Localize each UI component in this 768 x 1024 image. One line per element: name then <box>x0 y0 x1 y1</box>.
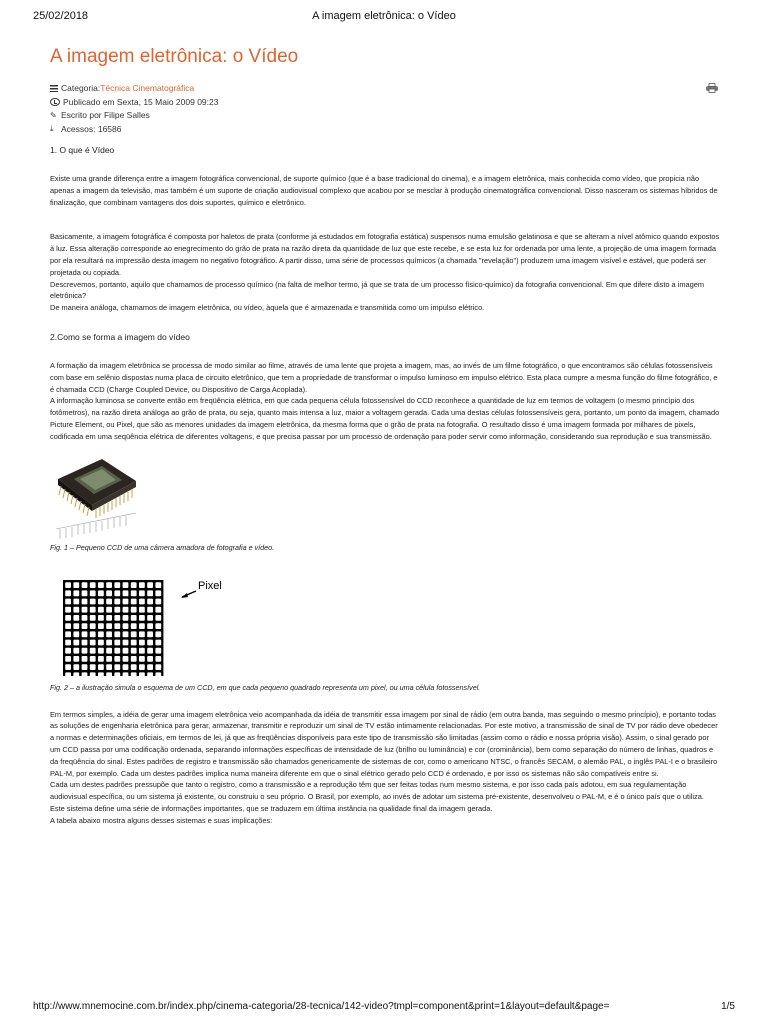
paragraph-2a: Basicamente, a imagem fotográfica é composta por haletos de prata (conforme já estudados em fotografia estática) suspensos numa emulsão gelatinosa e que se alteram a nível atômico quando expostos à luz. Essa alteração corresponde ao enegrecimento do grão de prata na razão direta da quantidade de luz que este recebe, e se esta luz for ordenada por uma lente, a projeção de uma imagem formada por ela resultará na impressão desta imagem no negativo fotográfico. A partir disso, uma série de processos químicos (a chamada "revelação") produzem uma imagem visível e estável, que poderá ser projetada ou copiada. <box>50 232 720 277</box>
pixel-grid-figure <box>63 580 263 676</box>
print-footer <box>33 1001 735 1015</box>
section-heading-1: 1. O que é Vídeo <box>50 145 115 155</box>
download-icon: ⤓ <box>50 124 54 134</box>
figure-1-caption: Fig. 1 – Pequeno CCD de uma câmera amadora de fotografia e vídeo. <box>50 542 275 552</box>
paragraph-3b: A informação luminosa se converte então em freqüência elétrica, em que cada pequena célula fotossensível do CCD reconhece a quantidade de luz em termos de voltagem (o mesmo princípio dos fotômetros), na razão direta análoga ao grão de prata, ou seja, quanto mais intensa a luz, maior a voltagem gerada. Cada uma destas células fotossensíveis gera, portanto, um ponto da imagem, chamado Picture Element, ou Pixel, que são as menores unidades da imagem eletrônica, da mesma forma que o grão de prata na fotografia. O resultado disso é uma imagem formada por milhares de pixels, codificada em uma seqüência elétrica de diferentes voltagens, e que precisa passar por um processo de ordenação para poder servir como informação, considerando sua reprodução e sua transmissão. <box>50 396 720 441</box>
printer-icon[interactable] <box>706 83 718 93</box>
paragraph-6: A tabela abaixo mostra alguns desses sistemas e suas implicações: <box>50 815 273 825</box>
meta-category <box>50 82 720 96</box>
category-icon <box>50 85 58 92</box>
paragraph-4: Em termos simples, a idéia de gerar uma imagem eletrônica veio acompanhada da idéia de transmitir essa imagem por sinal de rádio (em outra banda, mas seguindo o mesmo princípio), e portanto todas as soluções de engenharia eletrônica para gerar, armazenar, transmitir e reproduzir um sinal de TV estão intimamente relacionadas. Por este motivo, a transmissão de sinal de TV por rádio deve obedecer a normas e determinações oficiais, em termos de lei, já que as freqüências disponíveis para este tipo de transmissão são limitadas (assim como o rádio e nossa própria visão). Assim, o sinal gerado por um CCD passa por uma codificação ordenada, separando informações específicas de intensidade de luz (brilho ou luminância) e cor (crominância), bem como separação do número de linhas, quadros e da freqüência do sinal. Estes padrões de registro e transmissão são chamados genericamente de sistemas de cor, como o americano NTSC, o francês SECAM, o alemão PAL, o inglês PAL-I e o brasileiro PAL-M, por exemplo. Cada um destes padrões implica numa maneira diferente em que o sinal elétrico gerado pelo CCD é ordenado, e por isso os sistemas não são compatíveis entre si. <box>50 709 718 778</box>
meta-hits <box>50 123 720 137</box>
article <box>50 45 720 827</box>
paragraph-2b: Descrevemos, portanto, aquilo que chamamos de processo químico (na falta de melhor termo, já que se trata de um processo físico-químico) da fotografia convencional. Em que difere disto a imagem eletrônica? <box>50 279 704 301</box>
section-heading-2: 2.Como se forma a imagem do vídeo <box>50 331 190 342</box>
author: Escrito por Filipe Salles <box>61 110 150 120</box>
paragraph-3a: A formação da imagem eletrônica se processa de modo similar ao filme, através de uma lente que projeta a imagem, mas, ao invés de um filme fotográfico, o que encontramos são células fotossensíveis com base em selênio dispostas numa placa de circuito eletrônico, que tem a propriedade de transformar o impulso luminoso em impulso elétrico. Esta placa cumpre a mesma função do filme fotográfico, e é chamada CCD (Charge Coupled Device, ou Dispositivo de Carga Acoplada). <box>50 360 718 394</box>
category-link[interactable]: Técnica Cinematográfica <box>100 83 195 93</box>
meta-author <box>50 109 720 123</box>
pencil-icon: ✎ <box>50 110 57 120</box>
page-number: 1/5 <box>721 1001 735 1012</box>
print-date: 25/02/2018 <box>33 10 89 22</box>
print-header <box>33 10 735 24</box>
hits: Acessos: 16586 <box>61 123 122 134</box>
paragraph-2c: De maneira análoga, chamamos de imagem eletrônica, ou vídeo, àquela que é armazenada e transmitida como um impulso elétrico. <box>50 303 485 313</box>
category-label: Categoria: <box>61 83 101 93</box>
ccd-chip-image <box>50 453 138 543</box>
article-title: A imagem eletrônica: o Vídeo <box>50 46 299 67</box>
page-url: http://www.mnemocine.com.br/index.php/cinema-categoria/28-tecnica/142-video?tmpl=component&print=1&layout=default&page= <box>33 1001 610 1012</box>
paragraph-1: Existe uma grande diferença entre a imagem fotográfica convencional, de suporte químico (que é a base tradicional do cinema), e a imagem eletrônica, mais conhecida como vídeo, que propicia não apenas a imagem da televisão, mas também é um suporte de criação audiovisual complexo que acabou por se mesclar à produção cinematográfica convencional. Disso nasceram os sistemas híbridos de finalização, que combinam vantagens dos dois suportes, químico e eletrônico. <box>50 174 718 207</box>
figure-2-caption: Fig. 2 – a ilustração simula o esquema de um CCD, em que cada pequeno quadrado representa um pixel, ou uma célula fotossensível. <box>50 682 481 692</box>
article-meta <box>50 82 720 136</box>
paragraph-5: Cada um destes padrões pressupõe que tanto o registro, como a transmissão e a reprodução têm que ser feitas todas num mesmo sistema, e por isso cada país adotou, em sua regulamentação audiovisual específica, ou um sistema já existente, ou construiu o seu próprio. O Brasil, por exemplo, ao invés de adotar um sistema pré-existente, desenvolveu o PAL-M, e é o único país que o utiliza. Este sistema define uma série de informações importantes, que se traduzem em última instância na qualidade final da imagem gerada. <box>50 780 704 813</box>
print-title: A imagem eletrônica: o Vídeo <box>312 10 456 22</box>
published-date: Publicado em Sexta, 15 Maio 2009 09:23 <box>63 96 219 107</box>
meta-published <box>50 96 720 110</box>
pixel-label: Pixel <box>198 579 222 592</box>
clock-icon <box>50 98 60 106</box>
